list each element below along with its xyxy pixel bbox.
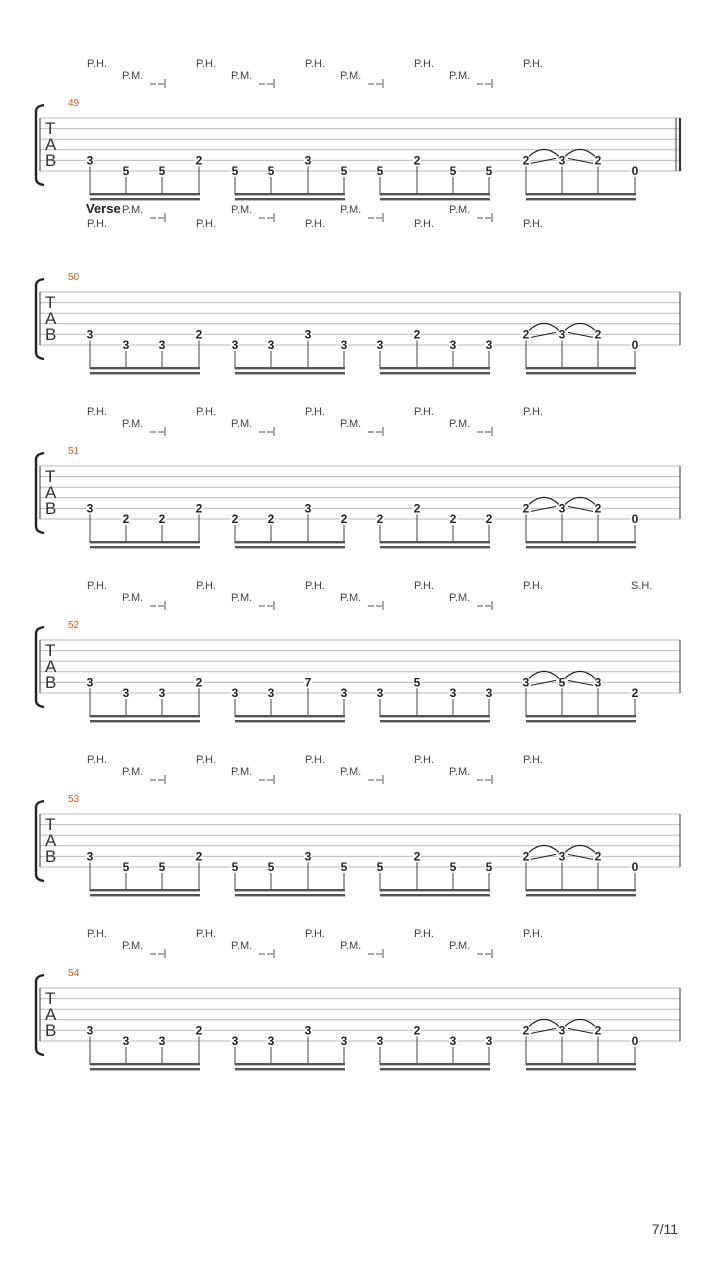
beam-primary (526, 889, 636, 891)
fret-number: 3 (231, 686, 239, 700)
palm-mute-label: P.M. (449, 940, 471, 952)
beam-secondary (526, 1068, 636, 1070)
beam-primary (526, 541, 636, 543)
beam-primary (380, 541, 490, 543)
fret-number: 2 (413, 153, 421, 168)
tab-clef-t: T (45, 815, 56, 834)
fret-number: 3 (376, 686, 384, 700)
beam-secondary (90, 546, 200, 548)
palm-mute-label: P.M. (122, 204, 144, 216)
fret-number: 3 (86, 1023, 94, 1038)
fret-number: 2 (594, 1023, 602, 1038)
palm-harmonic-label: P.H. (305, 580, 325, 592)
fret-number: 2 (122, 512, 130, 526)
palm-mute-label: P.M. (449, 766, 471, 778)
fret-number: 0 (631, 338, 639, 352)
fret-number: 3 (86, 675, 94, 690)
beam-secondary (235, 198, 345, 200)
tab-clef-t: T (45, 293, 56, 312)
fret-number: 2 (340, 512, 348, 526)
fret-number: 5 (449, 860, 457, 874)
tab-clef-a: A (45, 135, 57, 154)
beam-secondary (526, 546, 636, 548)
beam-secondary (90, 372, 200, 374)
measure-number: 52 (68, 620, 80, 631)
beam-secondary (380, 720, 490, 722)
slur-arc (529, 1019, 559, 1026)
palm-harmonic-label: P.H. (196, 58, 216, 70)
palm-mute-label: P.M. (231, 592, 253, 604)
palm-harmonic-label: P.H. (87, 928, 107, 940)
fret-number: 3 (449, 1034, 457, 1048)
measure-number: 50 (68, 272, 80, 283)
beam-secondary (380, 894, 490, 896)
fret-number: 0 (631, 164, 639, 178)
beam-secondary (380, 1068, 490, 1070)
palm-mute-label: P.M. (340, 204, 362, 216)
palm-harmonic-label: P.H. (414, 58, 434, 70)
fret-number: 2 (231, 512, 239, 526)
fret-number: 3 (86, 501, 94, 516)
tab-clef-t: T (45, 641, 56, 660)
beam-secondary (380, 198, 490, 200)
palm-harmonic-label: P.H. (523, 928, 543, 940)
fret-number: 5 (267, 164, 275, 178)
fret-number: 2 (376, 512, 384, 526)
beam-primary (526, 367, 636, 369)
palm-harmonic-label: P.H. (523, 58, 543, 70)
measure-number: 54 (68, 968, 80, 979)
palm-mute-label: P.M. (340, 592, 362, 604)
fret-number: 3 (122, 1034, 130, 1048)
tab-clef-a: A (45, 1005, 57, 1024)
palm-harmonic-label: P.H. (414, 754, 434, 766)
beam-primary (235, 715, 345, 717)
fret-number: 5 (231, 860, 239, 874)
palm-mute-label: P.M. (449, 418, 471, 430)
section-label: Verse (86, 201, 121, 216)
fret-number: 0 (631, 512, 639, 526)
beam-secondary (526, 372, 636, 374)
tab-clef-b: B (45, 673, 57, 692)
fret-number: 3 (449, 686, 457, 700)
fret-number: 2 (594, 501, 602, 516)
fret-number: 3 (122, 338, 130, 352)
beam-secondary (380, 546, 490, 548)
beam-primary (526, 715, 636, 717)
palm-mute-label: P.M. (340, 940, 362, 952)
beam-primary (235, 193, 345, 195)
beam-primary (90, 1063, 200, 1065)
palm-mute-label: P.M. (340, 418, 362, 430)
fret-number: 2 (195, 849, 203, 864)
palm-harmonic-label: P.H. (523, 754, 543, 766)
fret-number: 3 (594, 675, 602, 690)
palm-harmonic-label: P.H. (196, 928, 216, 940)
fret-number: 5 (340, 860, 348, 874)
measure-number: 49 (68, 98, 80, 109)
fret-number: 7 (304, 675, 312, 690)
fret-number: 0 (631, 860, 639, 874)
palm-mute-label: P.M. (449, 592, 471, 604)
measure-number: 53 (68, 794, 80, 805)
fret-number: 3 (304, 849, 312, 864)
fret-number: 5 (485, 860, 493, 874)
fret-number: 3 (558, 153, 566, 168)
palm-harmonic-label: P.H. (196, 754, 216, 766)
fret-number: 5 (267, 860, 275, 874)
fret-number: 3 (86, 849, 94, 864)
slur-arc (565, 671, 595, 678)
tab-clef-t: T (45, 467, 56, 486)
palm-harmonic-label: P.H. (305, 218, 325, 230)
fret-number: 3 (340, 338, 348, 352)
fret-number: 5 (449, 164, 457, 178)
palm-mute-label: P.M. (340, 70, 362, 82)
palm-harmonic-label: P.H. (196, 406, 216, 418)
beam-secondary (235, 1068, 345, 1070)
palm-mute-label: P.M. (449, 70, 471, 82)
tab-clef-b: B (45, 325, 57, 344)
palm-mute-label: P.M. (231, 70, 253, 82)
fret-number: 3 (304, 153, 312, 168)
beam-primary (235, 367, 345, 369)
beam-primary (380, 889, 490, 891)
fret-number: 2 (522, 327, 530, 342)
tab-clef-a: A (45, 309, 57, 328)
fret-number: 3 (485, 686, 493, 700)
fret-number: 5 (558, 675, 566, 690)
fret-number: 2 (195, 675, 203, 690)
fret-number: 2 (485, 512, 493, 526)
beam-primary (526, 1063, 636, 1065)
slur-arc (529, 149, 559, 156)
fret-number: 5 (158, 860, 166, 874)
palm-harmonic-label: P.H. (305, 754, 325, 766)
fret-number: 3 (231, 1034, 239, 1048)
palm-harmonic-label: P.H. (414, 218, 434, 230)
beam-secondary (526, 720, 636, 722)
fret-number: 5 (485, 164, 493, 178)
fret-number: 3 (485, 338, 493, 352)
palm-mute-label: P.M. (231, 940, 253, 952)
beam-secondary (526, 198, 636, 200)
tab-clef-t: T (45, 119, 56, 138)
slur-arc (529, 323, 559, 330)
beam-primary (380, 715, 490, 717)
fret-number: 2 (413, 1023, 421, 1038)
palm-harmonic-label: P.H. (305, 928, 325, 940)
palm-harmonic-label: P.H. (87, 580, 107, 592)
fret-number: 3 (304, 327, 312, 342)
beam-primary (235, 541, 345, 543)
beam-primary (526, 193, 636, 195)
beam-primary (90, 367, 200, 369)
fret-number: 3 (231, 338, 239, 352)
fret-number: 5 (158, 164, 166, 178)
fret-number: 2 (413, 501, 421, 516)
palm-harmonic-label: P.H. (523, 580, 543, 592)
fret-number: 3 (122, 686, 130, 700)
fret-number: 3 (267, 686, 275, 700)
fret-number: 2 (413, 327, 421, 342)
palm-harmonic-label: P.H. (523, 218, 543, 230)
tab-clef-a: A (45, 831, 57, 850)
fret-number: 2 (195, 501, 203, 516)
fret-number: 3 (376, 338, 384, 352)
palm-harmonic-label: P.H. (87, 218, 107, 230)
tab-clef-b: B (45, 1021, 57, 1040)
palm-harmonic-label: P.H. (196, 218, 216, 230)
fret-number: 5 (231, 164, 239, 178)
fret-number: 2 (631, 686, 639, 700)
fret-number: 3 (304, 1023, 312, 1038)
palm-harmonic-label: P.H. (414, 928, 434, 940)
beam-primary (90, 715, 200, 717)
beam-primary (235, 889, 345, 891)
measure-number: 51 (68, 446, 80, 457)
palm-harmonic-label: P.H. (87, 58, 107, 70)
fret-number: 0 (631, 1034, 639, 1048)
fret-number: 2 (449, 512, 457, 526)
fret-number: 2 (413, 849, 421, 864)
palm-harmonic-label: P.H. (87, 754, 107, 766)
fret-number: 3 (304, 501, 312, 516)
fret-number: 2 (522, 501, 530, 516)
beam-secondary (90, 1068, 200, 1070)
fret-number: 3 (376, 1034, 384, 1048)
palm-mute-label: P.M. (231, 418, 253, 430)
palm-mute-label: P.M. (231, 204, 253, 216)
palm-mute-label: P.M. (449, 204, 471, 216)
fret-number: 5 (122, 860, 130, 874)
beam-primary (90, 541, 200, 543)
beam-primary (380, 367, 490, 369)
beam-secondary (235, 720, 345, 722)
fret-number: 2 (594, 327, 602, 342)
fret-number: 3 (340, 686, 348, 700)
slur-arc (529, 845, 559, 852)
palm-harmonic-label: P.H. (305, 58, 325, 70)
fret-number: 2 (594, 153, 602, 168)
beam-secondary (380, 372, 490, 374)
fret-number: 3 (558, 849, 566, 864)
beam-secondary (90, 720, 200, 722)
fret-number: 2 (195, 327, 203, 342)
palm-mute-label: P.M. (340, 766, 362, 778)
slur-arc (529, 497, 559, 504)
beam-secondary (235, 372, 345, 374)
tab-clef-b: B (45, 151, 57, 170)
palm-harmonic-label: P.H. (414, 406, 434, 418)
fret-number: 2 (195, 1023, 203, 1038)
fret-number: 3 (158, 1034, 166, 1048)
palm-harmonic-label: P.H. (305, 406, 325, 418)
palm-harmonic-label: P.H. (87, 406, 107, 418)
fret-number: 5 (376, 164, 384, 178)
fret-number: 5 (122, 164, 130, 178)
palm-harmonic-label: P.H. (523, 406, 543, 418)
tab-clef-b: B (45, 847, 57, 866)
beam-secondary (526, 894, 636, 896)
fret-number: 3 (158, 686, 166, 700)
fret-number: 2 (522, 1023, 530, 1038)
fret-number: 5 (340, 164, 348, 178)
palm-mute-label: P.M. (122, 70, 144, 82)
beam-secondary (235, 546, 345, 548)
fret-number: 2 (267, 512, 275, 526)
fret-number: 3 (449, 338, 457, 352)
fret-number: 2 (158, 512, 166, 526)
beam-primary (380, 193, 490, 195)
fret-number: 3 (558, 327, 566, 342)
slur-arc (565, 497, 595, 504)
palm-mute-label: P.M. (122, 418, 144, 430)
beam-secondary (235, 894, 345, 896)
tab-clef-b: B (45, 499, 57, 518)
fret-number: 3 (340, 1034, 348, 1048)
slur-arc (529, 671, 559, 678)
fret-number: 5 (413, 675, 421, 690)
palm-mute-label: P.M. (122, 592, 144, 604)
palm-mute-label: P.M. (122, 766, 144, 778)
page-number: 7/11 (651, 1221, 678, 1237)
tab-clef-a: A (45, 483, 57, 502)
slur-arc (565, 323, 595, 330)
beam-secondary (90, 894, 200, 896)
beam-primary (380, 1063, 490, 1065)
slur-arc (565, 149, 595, 156)
fret-number: 3 (558, 501, 566, 516)
slur-arc (565, 1019, 595, 1026)
fret-number: 5 (376, 860, 384, 874)
fret-number: 3 (485, 1034, 493, 1048)
beam-primary (90, 193, 200, 195)
fret-number: 3 (267, 338, 275, 352)
palm-harmonic-label: P.H. (414, 580, 434, 592)
fret-number: 2 (195, 153, 203, 168)
fret-number: 3 (522, 675, 530, 690)
tab-clef-t: T (45, 989, 56, 1008)
fret-number: 2 (594, 849, 602, 864)
slur-arc (565, 845, 595, 852)
fret-number: 2 (522, 153, 530, 168)
palm-harmonic-label: P.H. (196, 580, 216, 592)
fret-number: 3 (86, 327, 94, 342)
beam-primary (90, 889, 200, 891)
palm-mute-label: P.M. (122, 940, 144, 952)
tab-clef-a: A (45, 657, 57, 676)
semi-harmonic-label: S.H. (631, 580, 653, 592)
palm-mute-label: P.M. (231, 766, 253, 778)
fret-number: 3 (86, 153, 94, 168)
fret-number: 3 (158, 338, 166, 352)
fret-number: 3 (267, 1034, 275, 1048)
fret-number: 3 (558, 1023, 566, 1038)
fret-number: 2 (522, 849, 530, 864)
beam-primary (235, 1063, 345, 1065)
